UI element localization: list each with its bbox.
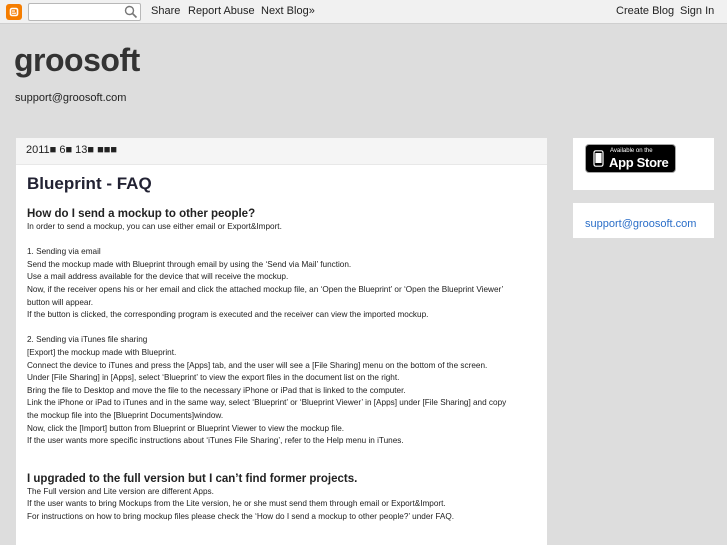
body-line: In order to send a mockup, you can use either email or Export&Import. — [27, 222, 282, 231]
body-line: Now, if the receiver opens his or her email and click the attached mockup file, an ‘Open the Blueprint’ or ‘Open the Blueprint Viewer’ — [27, 284, 504, 294]
body-line: button will appear. — [27, 297, 93, 307]
body-line: The Full version and Lite version are different Apps. — [27, 486, 214, 496]
appstore-widget — [573, 138, 714, 190]
body-line: If the user wants to bring Mockups from the Lite version, he or she must send them through email or Export&Import. — [27, 499, 446, 509]
share-link[interactable]: Share — [151, 5, 181, 17]
blogger-navbar — [0, 0, 727, 24]
blog-title[interactable]: groosoft — [14, 42, 140, 78]
body-line: [Export] the mockup made with Blueprint. — [27, 347, 177, 357]
appstore-badge-caption: Available on the — [610, 148, 653, 154]
sign-in-link[interactable]: Sign In — [680, 5, 715, 17]
body-line: Send the mockup made with Blueprint through email by using the ‘Send via Mail’ function. — [27, 259, 352, 269]
search-input[interactable] — [29, 4, 121, 20]
body-line: For instructions on how to bring mockup files please check the ‘How do I send a mockup to other people?’ under FAQ. — [27, 511, 455, 521]
body-line: Connect the device to iTunes and press the [Apps] tab, and the user will see a [File Sharing] menu on the bottom of the screen. — [27, 360, 488, 370]
faq-answer-former-projects — [27, 486, 536, 524]
report-abuse-link[interactable]: Report Abuse — [188, 5, 255, 17]
body-line: Bring the file to Desktop and move the file to the necessary iPhone or iPad that is linked to the computer. — [27, 385, 406, 395]
email-widget — [573, 203, 714, 238]
body-line: If the button is clicked, the corresponding program is executed and the receiver can view the imported mockup. — [27, 310, 429, 320]
faq-question-former-projects: I upgraded to the full version but I can’t find former projects. — [27, 472, 358, 485]
appstore-badge-title: App Store — [609, 155, 669, 170]
phone-icon — [592, 150, 605, 167]
body-line: 1. Sending via email — [27, 247, 101, 257]
blogger-logo-icon[interactable] — [6, 4, 22, 20]
post-date: 2011■ 6■ 13■ ■■■ — [16, 138, 547, 165]
post-container — [16, 138, 547, 545]
search-box — [28, 3, 141, 21]
body-line: the mockup file into the [Blueprint Documents]window. — [27, 410, 224, 420]
faq-question-send-mockup: How do I send a mockup to other people? — [27, 208, 256, 220]
next-blog-link[interactable]: Next Blog» — [261, 5, 315, 17]
search-icon[interactable] — [124, 5, 138, 19]
body-line: 2. Sending via iTunes file sharing — [27, 335, 148, 345]
support-email-link[interactable]: support@groosoft.com — [585, 218, 697, 230]
app-store-badge[interactable] — [585, 144, 676, 173]
post-title: Blueprint - FAQ — [27, 174, 152, 193]
body-line: Use a mail address available for the device that will receive the mockup. — [27, 272, 289, 282]
body-line: If the user wants more specific instructions about ‘iTunes File Sharing’, refer to the Help menu in iTunes. — [27, 436, 404, 446]
faq-answer-send-mockup — [27, 221, 536, 448]
body-line: Link the iPhone or iPad to iTunes and in the same way, select ‘Blueprint’ or ‘Blueprint Viewer’ in [Apps] under [File Sharing] and copy — [27, 398, 507, 408]
body-line: Under [File Sharing] in [Apps], select ‘Blueprint’ to view the export files in the document list on the right. — [27, 373, 400, 383]
blog-description: support@groosoft.com — [15, 92, 127, 104]
body-line: Now, click the [Import] button from Blueprint or Blueprint Viewer to view the mockup file. — [27, 423, 345, 433]
create-blog-link[interactable]: Create Blog — [616, 5, 675, 17]
